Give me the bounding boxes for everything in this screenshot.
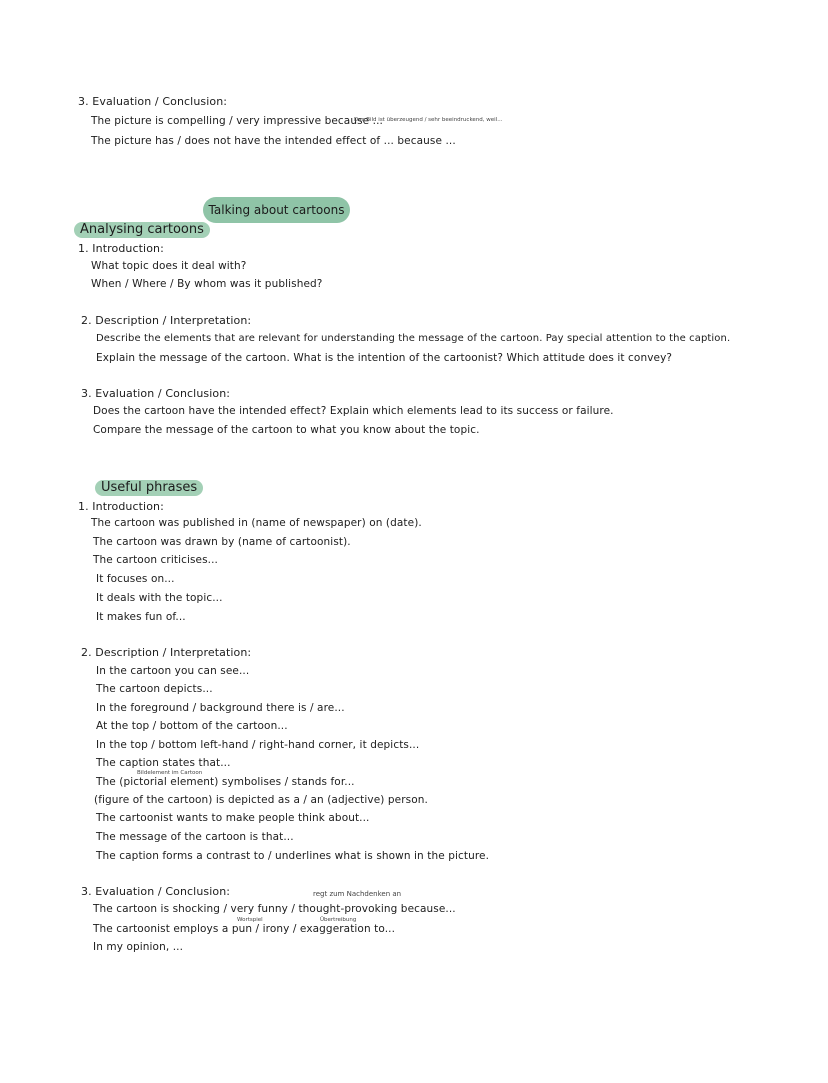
useful-intro-line: The cartoon criticises...	[93, 554, 218, 566]
useful-evaluation-line: The cartoonist employs a pun / irony / exaggeration to...	[93, 923, 396, 935]
useful-evaluation-line: In my opinion, ...	[93, 941, 184, 953]
useful-description-line: The caption forms a contrast to / underlines what is shown in the picture.	[96, 850, 490, 862]
analysing-heading: Analysing cartoons	[74, 222, 210, 238]
useful-description-line: The caption states that...	[96, 757, 231, 769]
analysing-description-line: Explain the message of the cartoon. What is the intention of the cartoonist? Which attitude does it convey?	[96, 352, 673, 364]
useful-intro-line: The cartoon was published in (name of newspaper) on (date).	[91, 517, 422, 529]
analysing-description-line: Describe the elements that are relevant for understanding the message of the cartoon. Pay special attention to the caption.	[96, 333, 731, 344]
analysing-evaluation-heading: 3. Evaluation / Conclusion:	[81, 387, 231, 400]
page-title: Talking about cartoons	[203, 197, 350, 223]
analysing-intro-line: What topic does it deal with?	[91, 260, 247, 272]
analysing-intro-heading: 1. Introduction:	[78, 242, 164, 255]
phrase-line: The picture has / does not have the intended effect of ... because ...	[91, 135, 456, 147]
annotation-pun: Wortspiel	[237, 917, 263, 923]
phrase-line: The picture is compelling / very impressive because ...	[91, 115, 383, 127]
useful-evaluation-line: The cartoon is shocking / very funny / thought-provoking because...	[93, 903, 456, 915]
analysing-evaluation-line: Compare the message of the cartoon to what you know about the topic.	[93, 424, 480, 436]
useful-intro-line: It focuses on...	[96, 573, 175, 585]
useful-description-line: The (pictorial element) symbolises / stands for...	[96, 776, 355, 788]
german-note: Das Bild ist überzeugend / sehr beeindruckend, weil...	[354, 117, 503, 123]
useful-phrases-heading: Useful phrases	[95, 480, 203, 496]
annotation-pictorial-element: Bildelement im Cartoon	[137, 770, 203, 776]
useful-intro-line: It makes fun of...	[96, 611, 186, 623]
useful-description-line: The message of the cartoon is that...	[96, 831, 294, 843]
useful-description-line: In the top / bottom left-hand / right-hand corner, it depicts...	[96, 739, 420, 751]
useful-intro-line: The cartoon was drawn by (name of cartoonist).	[93, 536, 351, 548]
analysing-description-heading: 2. Description / Interpretation:	[81, 314, 252, 327]
section-heading-evaluation-top: 3. Evaluation / Conclusion:	[78, 95, 228, 108]
useful-description-line: The cartoonist wants to make people think about...	[96, 812, 370, 824]
useful-intro-heading: 1. Introduction:	[78, 500, 164, 513]
useful-description-line: At the top / bottom of the cartoon...	[96, 720, 288, 732]
useful-description-heading: 2. Description / Interpretation:	[81, 646, 252, 659]
useful-description-line: (figure of the cartoon) is depicted as a / an (adjective) person.	[94, 794, 428, 806]
annotation-exaggeration: Übertreibung	[320, 917, 357, 923]
useful-evaluation-heading: 3. Evaluation / Conclusion:	[81, 885, 231, 898]
useful-description-line: The cartoon depicts...	[96, 683, 213, 695]
useful-description-line: In the cartoon you can see...	[96, 665, 250, 677]
analysing-intro-line: When / Where / By whom was it published?	[91, 278, 323, 290]
useful-intro-line: It deals with the topic...	[96, 592, 223, 604]
analysing-evaluation-line: Does the cartoon have the intended effect? Explain which elements lead to its success or failure.	[93, 405, 614, 417]
annotation-thought-provoking: regt zum Nachdenken an	[313, 890, 402, 898]
useful-description-line: In the foreground / background there is / are...	[96, 702, 345, 714]
